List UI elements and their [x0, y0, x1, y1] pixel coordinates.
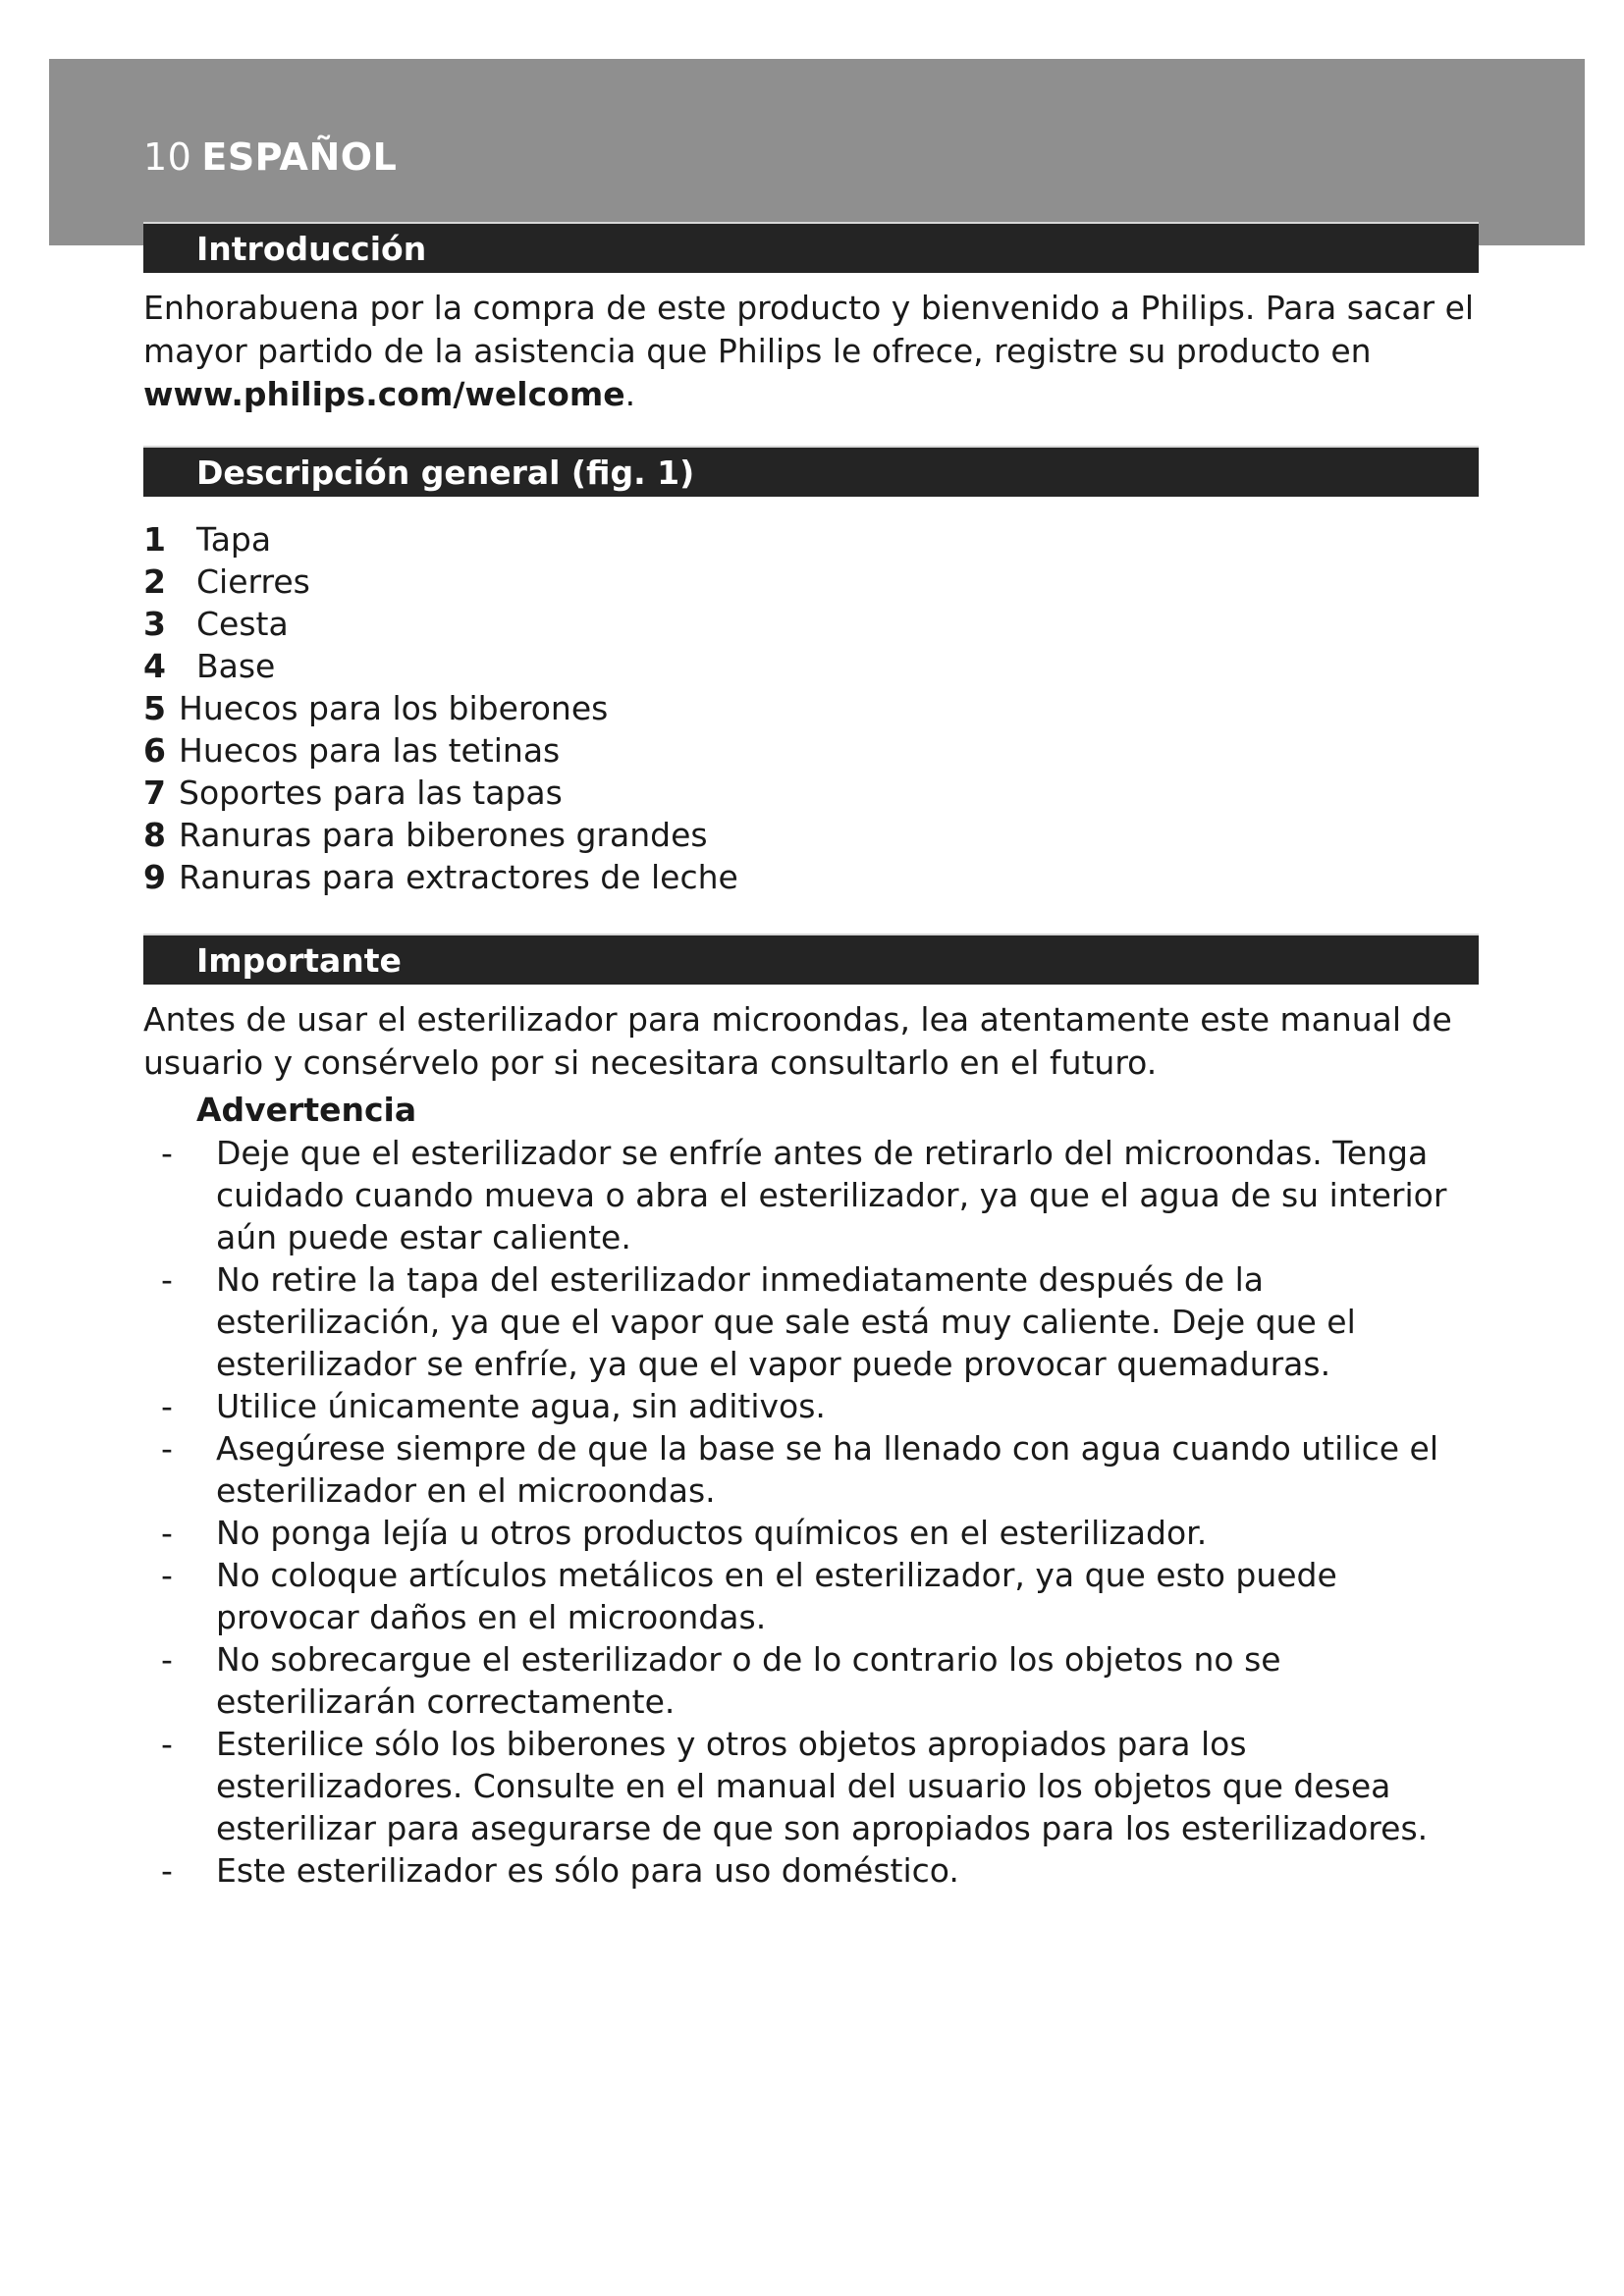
list-item	[143, 603, 1479, 645]
list-item	[143, 729, 1479, 772]
section-title-important: Importante	[143, 934, 1479, 985]
warning-text: Este esterilizador es sólo para uso doméstico.	[216, 1851, 959, 1890]
list-item: - Deje que el esterilizador se enfríe antes de retirarlo del microondas. Tenga cuidado cuando mueva o abra el esterilizador, ya que el agua de su interior aún puede estar caliente.	[161, 1132, 1479, 1258]
list-item	[143, 814, 1479, 856]
item-number: 1	[143, 520, 166, 559]
item-number: 2	[143, 562, 166, 601]
warning-text: No coloque artículos metálicos en el esterilizador, ya que esto puede provocar daños en el microondas.	[216, 1556, 1337, 1636]
document-body	[143, 222, 1479, 1892]
list-item: - No ponga lejía u otros productos químicos en el esterilizador.	[161, 1512, 1479, 1554]
list-item: - No coloque artículos metálicos en el esterilizador, ya que esto puede provocar daños en el microondas.	[161, 1554, 1479, 1638]
item-number: 6	[143, 731, 166, 770]
list-item	[143, 518, 1479, 561]
parts-list	[143, 518, 1479, 898]
item-label: Cierres	[196, 562, 310, 601]
list-item: - Utilice únicamente agua, sin aditivos.	[161, 1385, 1479, 1427]
important-paragraph: Antes de usar el esterilizador para microondas, lea atentamente este manual de usuario y consérvelo por si necesitara consultarlo en el futuro.	[143, 1000, 1452, 1082]
item-label: Ranuras para biberones grandes	[179, 816, 708, 854]
item-label: Base	[196, 647, 276, 685]
item-label: Cesta	[196, 605, 289, 643]
warnings-list	[143, 1132, 1479, 1892]
list-item	[143, 561, 1479, 603]
list-item	[143, 687, 1479, 729]
list-item	[143, 856, 1479, 898]
intro-end: .	[624, 375, 636, 413]
item-label: Tapa	[196, 520, 272, 559]
warning-text: Utilice únicamente agua, sin aditivos.	[216, 1387, 826, 1425]
item-number: 4	[143, 647, 166, 685]
item-label: Ranuras para extractores de leche	[179, 858, 738, 896]
item-number: 8	[143, 816, 166, 854]
item-number: 9	[143, 858, 166, 896]
list-item: - Esterilice sólo los biberones y otros objetos apropiados para los esterilizadores. Consulte en el manual del usuario los objetos que desea esterilizar para asegurarse de que son apropiados para los esterilizadores.	[161, 1723, 1479, 1849]
list-item: - Este esterilizador es sólo para uso doméstico.	[161, 1849, 1479, 1892]
warning-text: No sobrecargue el esterilizador o de lo contrario los objetos no se esterilizarán correctamente.	[216, 1640, 1281, 1721]
philips-link[interactable]: www.philips.com/welcome	[143, 375, 625, 413]
section-title-overview: Descripción general (fig. 1)	[143, 446, 1479, 497]
list-item: - No sobrecargue el esterilizador o de lo contrario los objetos no se esterilizarán correctamente.	[161, 1638, 1479, 1723]
list-item	[143, 645, 1479, 687]
warning-text: No ponga lejía u otros productos químicos en el esterilizador.	[216, 1514, 1208, 1552]
item-number: 5	[143, 689, 166, 727]
page-header	[143, 135, 397, 179]
intro-text: Enhorabuena por la compra de este producto y bienvenido a Philips. Para sacar el mayor partido de la asistencia que Philips le ofrece, registre su producto en	[143, 289, 1475, 370]
intro-paragraph	[143, 287, 1479, 416]
item-label: Soportes para las tapas	[179, 774, 563, 812]
warning-title: Advertencia	[196, 1091, 417, 1129]
list-item: - No retire la tapa del esterilizador inmediatamente después de la esterilización, ya que el vapor que sale está muy caliente. Deje que el esterilizador se enfríe, ya que el vapor puede provocar quemaduras.	[161, 1258, 1479, 1385]
item-number: 7	[143, 774, 166, 812]
page-number: 10	[143, 135, 192, 179]
list-item: - Asegúrese siempre de que la base se ha llenado con agua cuando utilice el esterilizador en el microondas.	[161, 1427, 1479, 1512]
item-label: Huecos para las tetinas	[179, 731, 561, 770]
warning-text: Asegúrese siempre de que la base se ha llenado con agua cuando utilice el esterilizador en el microondas.	[216, 1429, 1439, 1510]
warning-text: Deje que el esterilizador se enfríe antes de retirarlo del microondas. Tenga cuidado cuando mueva o abra el esterilizador, ya que el agua de su interior aún puede estar caliente.	[216, 1134, 1447, 1256]
language-title: ESPAÑOL	[201, 135, 398, 179]
item-number: 3	[143, 605, 166, 643]
section-title-intro: Introducción	[143, 222, 1479, 273]
item-label: Huecos para los biberones	[179, 689, 609, 727]
warning-text: No retire la tapa del esterilizador inmediatamente después de la esterilización, ya que el vapor que sale está muy caliente. Deje que el esterilizador se enfríe, ya que el vapor puede provocar quemaduras.	[216, 1260, 1356, 1383]
warning-text: Esterilice sólo los biberones y otros objetos apropiados para los esterilizadores. Consulte en el manual del usuario los objetos que desea esterilizar para asegurarse de que son apropiados para los esterilizadores.	[216, 1725, 1429, 1847]
list-item	[143, 772, 1479, 814]
